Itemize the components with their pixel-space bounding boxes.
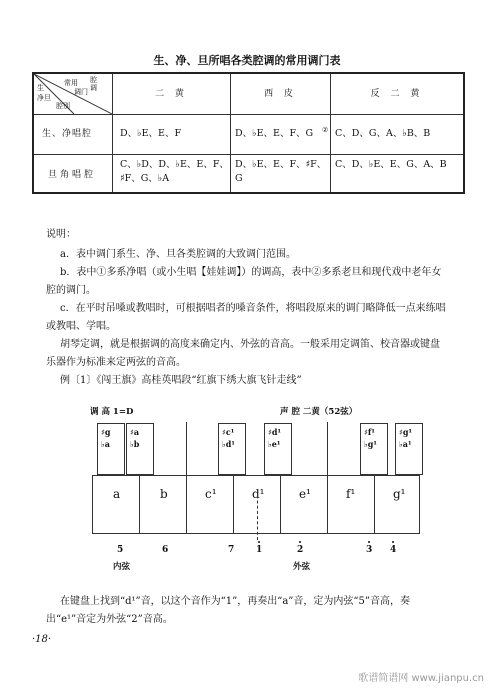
corner-top: 腔 调 — [90, 76, 97, 92]
key-label: 调 高 1=D — [90, 407, 134, 417]
inner-string-label: 内弦 — [113, 562, 131, 572]
cell-r2-erhuang: C、♭D、D、♭E、E、F、♯F、G、♭A — [120, 159, 229, 184]
white-key-f1: f¹ — [327, 475, 374, 533]
black-key-c1-sharp: ♯c¹ ♭d¹ — [218, 423, 246, 475]
tuning-paragraph: 胡琴定调，就是根据调的高度来确定内、外弦的音高。一般采用定调笛、校音器或键盘乐器作为标准来定两弦的音高。 — [46, 339, 440, 368]
mini-mark-1: ② — [322, 126, 329, 134]
row-label-dan: 旦角唱腔 — [48, 170, 97, 180]
note-c: c．在平时吊嗓或教唱时，可根据唱者的嗓音条件，将唱段原来的调门略降低一点来练唱或教唱、学唱。 — [46, 303, 446, 332]
d1-dashed-marker — [257, 490, 258, 540]
cell-r2-fanerhuang: C、D、♭E、E、G、A、B — [335, 159, 447, 170]
col-header-fanerhuang: 反 二 黄 — [370, 89, 424, 99]
black-key-d1-sharp: ♯d¹ ♭e¹ — [264, 423, 292, 475]
voice-label: 声 腔 二黄（52弦） — [280, 407, 358, 417]
corner-bottom: 腔别 — [56, 102, 70, 110]
watermark: 歌谱简谱网 www.jianpu.cn — [358, 673, 484, 684]
white-key-e1: e¹ — [280, 475, 327, 533]
outer-string-label: 外弦 — [293, 562, 311, 572]
num-3: 3 — [366, 545, 373, 555]
cell-r2-xipi: D、♭E、E、F、♯F、G — [235, 159, 327, 184]
num-1: 1 — [256, 545, 263, 555]
num-2: 2 — [297, 545, 304, 555]
corner-mid1: 常用 — [64, 79, 78, 87]
num-7: 7 — [228, 545, 235, 555]
white-key-g1: g¹ — [374, 475, 420, 533]
example-heading: 例〔1〕《闯王旗》高桂英唱段“红旗下绣大旗飞针走线” — [60, 375, 302, 386]
note-a: a．表中调门系生、净、旦各类腔调的大致调门范围。 — [60, 249, 296, 260]
num-6: 6 — [162, 545, 169, 555]
footer-paragraph: 在键盘上找到“d¹”音，以这个音作为“1”，再奏出“a”音，定为内弦“5”音高，奏出“e¹”音定为外弦“2”音高。 — [46, 596, 410, 625]
col-header-erhuang: 二 黄 — [155, 89, 188, 99]
page-number: ·18· — [32, 634, 52, 645]
num-4: 4 — [390, 545, 397, 555]
row-label-sheng-jing: 生、净唱腔 — [42, 129, 93, 139]
black-key-f1-sharp: ♯f¹ ♭g¹ — [360, 423, 388, 475]
white-key-a: a — [92, 475, 139, 533]
black-key-g-sharp: ♯g ♭a — [97, 423, 125, 475]
col-header-xipi: 西 皮 — [264, 89, 297, 99]
corner-left2: 净旦 — [37, 94, 51, 102]
white-key-b: b — [139, 475, 186, 533]
tuning-table — [32, 72, 465, 194]
cell-r1-erhuang: D、♭E、E、F — [120, 128, 182, 139]
cell-r1-fanerhuang: C、D、G、A、♭B、B — [335, 128, 431, 139]
corner-mid2: 调门 — [74, 88, 88, 96]
white-key-c1: c¹ — [186, 475, 233, 533]
note-b: b．表中①多系净唱（或小生唱【娃娃调】）的调高，表中②多系老旦和现代戏中老年女腔的调门。 — [46, 267, 442, 296]
table-title: 生、净、旦所唱各类腔调的常用调门表 — [153, 54, 341, 67]
num-5: 5 — [117, 545, 124, 555]
notes-heading: 说明： — [46, 229, 76, 240]
corner-left1: 生 — [37, 84, 44, 92]
black-key-g1-sharp: ♯g¹ ♭a¹ — [395, 423, 423, 475]
black-key-a-sharp: ♯a ♭b — [126, 423, 154, 475]
cell-r1-xipi: D、♭E、E、F、G — [235, 128, 314, 139]
white-key-d1: d¹ — [233, 475, 280, 533]
